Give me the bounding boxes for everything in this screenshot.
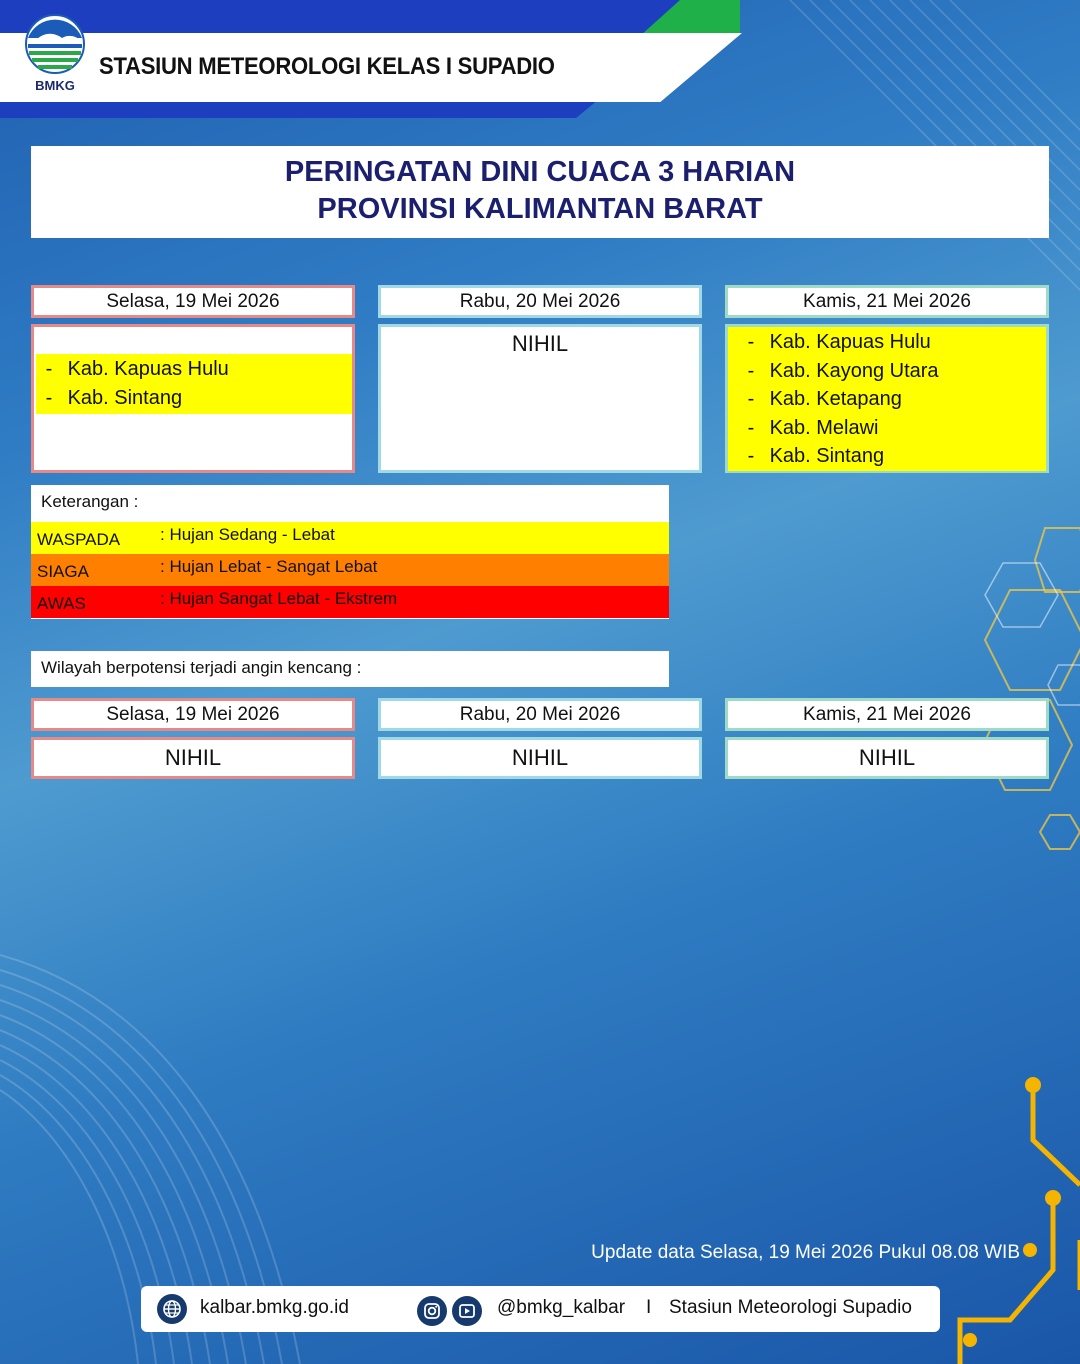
globe-icon[interactable]: [157, 1294, 187, 1324]
list-item: - Kab. Sintang: [747, 445, 885, 467]
list-item: - Kab. Kapuas Hulu: [45, 358, 229, 380]
footer-bar: [141, 1286, 940, 1332]
bmkg-logo: [22, 14, 88, 96]
legend-row-awas: [31, 586, 669, 618]
rain-day-1-area-list: [36, 354, 352, 414]
list-item: - Kab. Kayong Utara: [747, 359, 939, 382]
legend-title: Keterangan :: [41, 492, 139, 511]
footer-separator: I: [646, 1297, 652, 1318]
list-item: - Kab. Sintang: [45, 386, 183, 409]
rain-day-3-body: [725, 324, 1049, 473]
title-box: [31, 146, 1049, 238]
wind-title: Wilayah berpotensi terjadi angin kencang :: [31, 651, 669, 687]
bmkg-logo-icon: [22, 14, 88, 78]
legend-level: WASPADA: [37, 530, 121, 549]
rain-day-2-body: [378, 324, 702, 473]
title-line-1: PERINGATAN DINI CUACA 3 HARIAN: [284, 156, 796, 188]
logo-text: BMKG: [35, 78, 75, 93]
legend-desc: : Hujan Lebat - Sangat Lebat: [160, 557, 378, 576]
title-line-2: PROVINSI KALIMANTAN BARAT: [317, 193, 763, 225]
wind-day-1-date: Selasa, 19 Mei 2026: [31, 698, 355, 731]
legend-level: AWAS: [37, 594, 86, 613]
list-item: - Kab. Kapuas Hulu: [747, 331, 931, 353]
list-item: - Kab. Melawi: [747, 416, 879, 439]
legend-row-siaga: [31, 554, 669, 586]
rain-day-1-date: Selasa, 19 Mei 2026: [31, 285, 355, 318]
wind-day-2-date: Rabu, 20 Mei 2026: [378, 698, 702, 731]
legend-desc: : Hujan Sedang - Lebat: [160, 525, 335, 544]
station-title: STASIUN METEOROLOGI KELAS I SUPADIO: [99, 53, 555, 80]
rain-day-3-area-list: [728, 327, 1046, 471]
legend-desc: : Hujan Sangat Lebat - Ekstrem: [160, 589, 398, 608]
rain-day-1-body: [31, 324, 355, 473]
wind-day-1-status: NIHIL: [31, 737, 355, 779]
youtube-icon[interactable]: [452, 1296, 482, 1326]
rain-day-2-status: NIHIL: [511, 331, 569, 356]
wind-day-2-status: NIHIL: [378, 737, 702, 779]
social-handle[interactable]: @bmkg_kalbar: [497, 1297, 626, 1318]
legend-row-waspada: [31, 522, 669, 554]
wind-day-3-date: Kamis, 21 Mei 2026: [725, 698, 1049, 731]
rain-day-2-date: Rabu, 20 Mei 2026: [378, 285, 702, 318]
wind-day-3-status: NIHIL: [725, 737, 1049, 779]
update-timestamp: Update data Selasa, 19 Mei 2026 Pukul 08.08 WIB: [591, 1242, 1020, 1263]
website-link[interactable]: kalbar.bmkg.go.id: [200, 1297, 349, 1318]
list-item: - Kab. Ketapang: [747, 388, 902, 410]
legend-box: [31, 485, 669, 619]
footer-org: Stasiun Meteorologi Supadio: [669, 1297, 912, 1318]
legend-level: SIAGA: [37, 562, 89, 581]
instagram-icon[interactable]: [417, 1296, 447, 1326]
rain-day-3-date: Kamis, 21 Mei 2026: [725, 285, 1049, 318]
